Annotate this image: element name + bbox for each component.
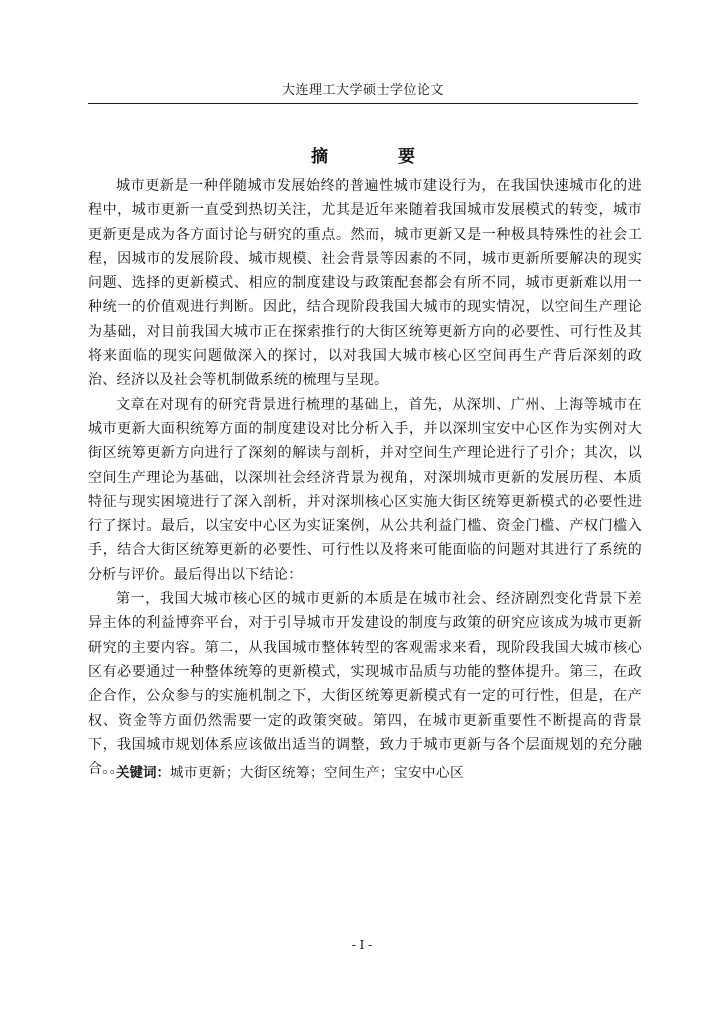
abstract-paragraph-1: 城市更新是一种伴随城市发展始终的普遍性城市建设行为，在我国快速城市化的进程中，城市更新一直受到热切关注，尤其是近年来随着我国城市发展模式的转变，城市更新更是成为各方面讨论与研究的重点。然而，城市更新又是一种极具特殊性的社会工程，因城市的发展阶段、城市规模、社会背景等因素的不同，城市更新所要解决的现实问题、选择的更新模式、相应的制度建设与政策配套都会有所不同，城市更新难以用一种统一的价值观进行判断。因此，结合现阶段我国大城市的现实情况，以空间生产理论为基础，对目前我国大城市正在探索推行的大街区统筹更新方向的必要性、可行性及其将来面临的现实问题做深入的探讨，以对我国大城市核心区空间再生产背后深刻的政治、经济以及社会等机制做系统的梳理与呈现。: [88, 178, 642, 389]
page-number: - I -: [351, 938, 373, 952]
keywords-list: 城市更新；大街区统筹；空间生产；宝安中心区: [170, 765, 464, 781]
abstract-body: [88, 174, 642, 781]
running-header: 大连理工大学硕士学位论文: [281, 83, 444, 98]
keywords-label: 关键词：: [116, 765, 170, 781]
keywords-line: [116, 763, 636, 783]
header-rule: [88, 103, 638, 104]
abstract-title: 摘 要: [311, 147, 447, 167]
abstract-paragraph-3: 第一，我国大城市核心区的城市更新的本质是在城市社会、经济剧烈变化背景下差异主体的利益博弈平台，对于引导城市开发建设的制度与政策的研究应该成为城市更新研究的主要内容。第二，从我国城市整体转型的客观需求来看，现阶段我国大城市核心区有必要通过一种整体统筹的更新模式，实现城市品质与功能的整体提升。第三，在政企合作，公众参与的实施机制之下，大街区统筹更新模式有一定的可行性，但是，在产权、资金等方面仍然需要一定的政策突破。第四，在城市更新重要性不断提高的背景下，我国城市规划体系应该做出适当的调整，致力于城市更新与各个层面规划的充分融合。。: [88, 591, 642, 778]
abstract-paragraph-2: 文章在对现有的研究背景进行梳理的基础上，首先，从深圳、广州、上海等城市在城市更新大面积统筹方面的制度建设对比分析入手，并以深圳宝安中心区作为实例对大街区统筹更新方向进行了深刻的解读与剖析，并对空间生产理论进行了引介；其次，以空间生产理论为基础，以深圳社会经济背景为视角，对深圳城市更新的发展历程、本质特征与现实困境进行了深入剖析，并对深圳核心区实施大街区统筹更新模式的必要性进行了探讨。最后，以宝安中心区为实证案例，从公共利益门槛、资金门槛、产权门槛入手，结合大街区统筹更新的必要性、可行性以及将来可能面临的问题对其进行了系统的分析与评价。最后得出以下结论：: [88, 396, 642, 583]
